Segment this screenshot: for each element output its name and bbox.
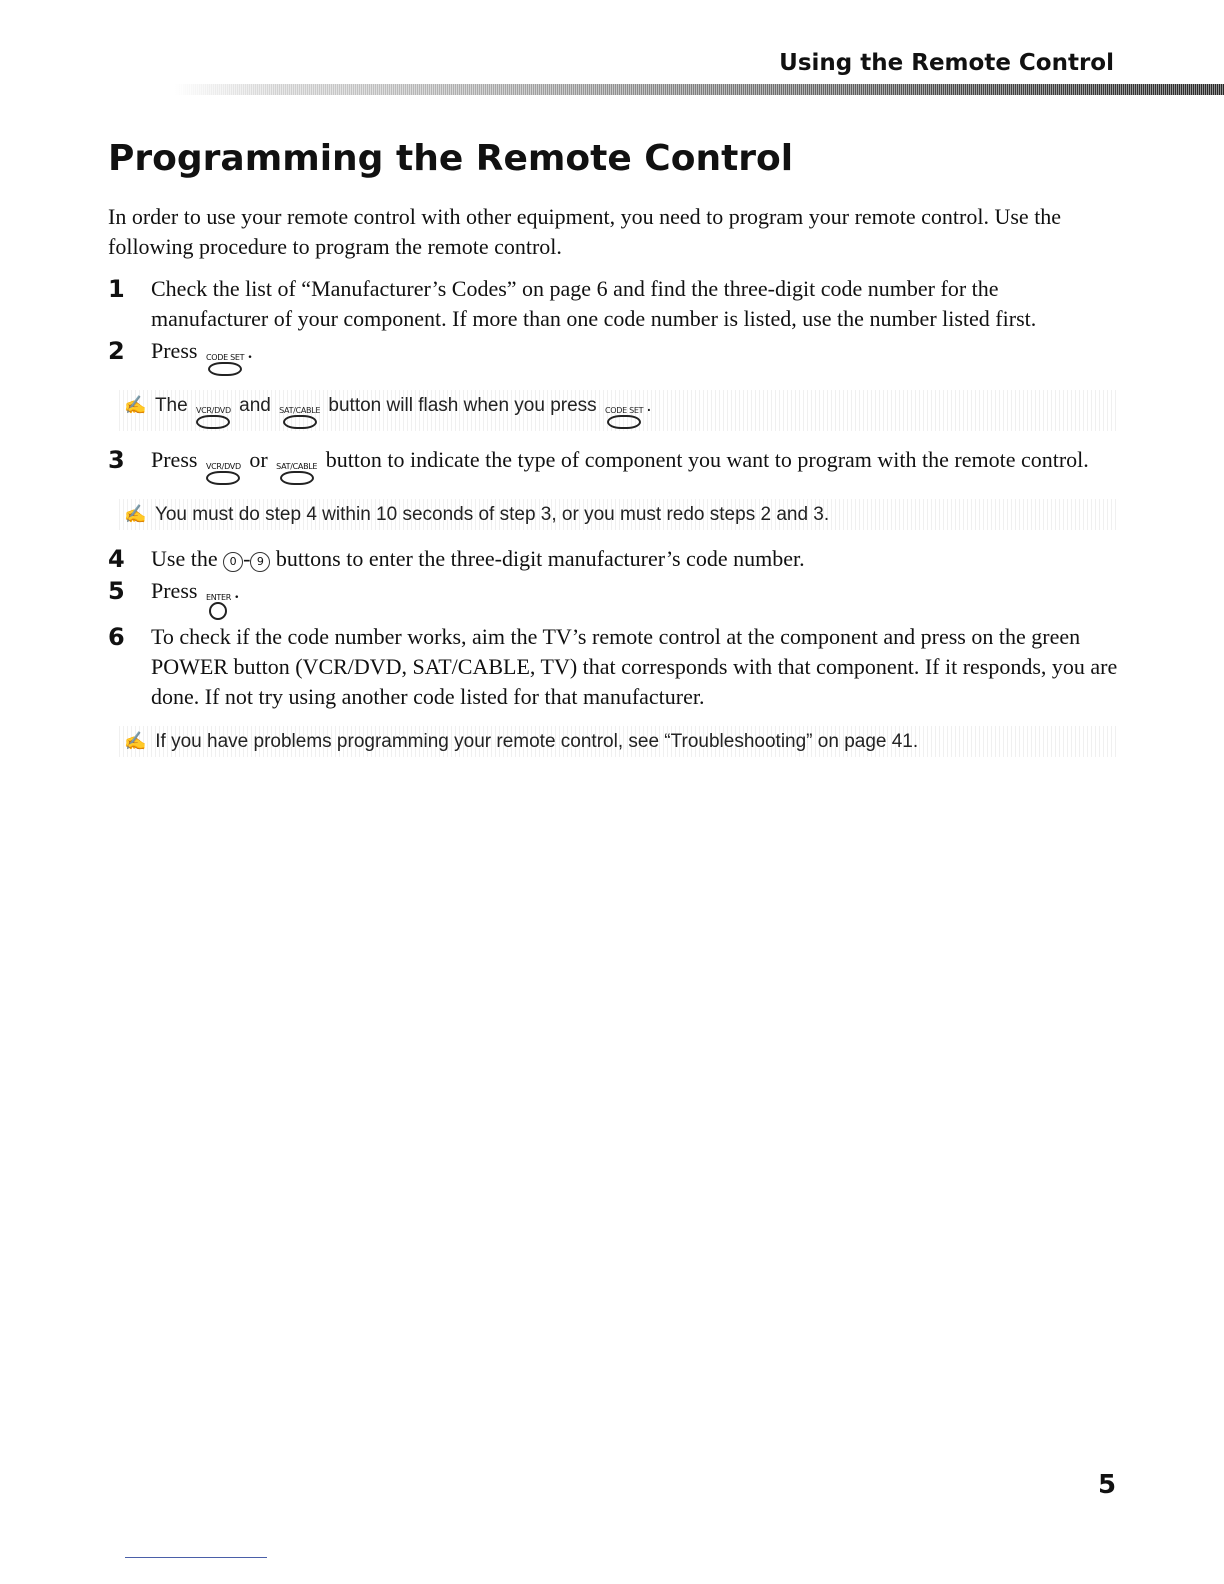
enter-button-icon: ENTER <box>206 593 231 620</box>
step-3: 3 Press VCR/DVD or SAT/CABLE button to indicate the type of component you want to program with the remote control. <box>108 445 1118 485</box>
zero-button-icon: 0 <box>223 552 243 572</box>
page-body <box>108 202 1118 771</box>
code-set-button-icon: CODE SET <box>206 353 244 376</box>
step-1: 1 Check the list of “Manufacturer’s Codes” on page 6 and find the three-digit code number for the manufacturer of your component. If more than one code number is listed, use the number listed first. <box>108 275 1037 331</box>
nine-button-icon: 9 <box>250 552 270 572</box>
sat-cable-button-icon: SAT/CABLE <box>279 406 320 429</box>
note-3: ✍ If you have problems programming your remote control, see “Troubleshooting” on page 41. <box>116 726 1118 757</box>
sat-cable-button-icon: SAT/CABLE <box>276 462 317 485</box>
intro-paragraph: In order to use your remote control with other equipment, you need to program your remote control. Use the following procedure to program the remote control. <box>108 204 1062 259</box>
note-pencil-icon: ✍ <box>124 731 147 751</box>
note-2: ✍ You must do step 4 within 10 seconds of step 3, or you must redo steps 2 and 3. <box>116 499 1118 530</box>
page-number: 5 <box>1098 1470 1117 1500</box>
code-set-button-icon: CODE SET <box>605 406 643 429</box>
step-6: 6 To check if the code number works, aim the TV’s remote control at the component and press on the green POWER button (VCR/DVD, SAT/CABLE, TV) that corresponds with that component. If it responds, you are done. If not try using another code listed for that manufacturer. <box>108 623 1118 709</box>
note-pencil-icon: ✍ <box>124 504 147 524</box>
running-header: Using the Remote Control <box>779 50 1114 76</box>
header-bar <box>175 84 1224 95</box>
step-4: 4 Use the 0 - 9 buttons to enter the three-digit manufacturer’s code number. <box>108 545 805 573</box>
note-1: ✍ The VCR/DVD and SAT/CABLE button will flash when you press CODE SET . <box>116 390 1118 431</box>
vcr-dvd-button-icon: VCR/DVD <box>206 462 241 485</box>
vcr-dvd-button-icon: VCR/DVD <box>196 406 231 429</box>
footer-rule <box>125 1557 267 1558</box>
page-title: Programming the Remote Control <box>108 138 794 179</box>
note-pencil-icon: ✍ <box>124 395 147 415</box>
step-5: 5 Press ENTER . <box>108 576 1118 620</box>
step-2: 2 Press CODE SET . <box>108 336 1118 376</box>
